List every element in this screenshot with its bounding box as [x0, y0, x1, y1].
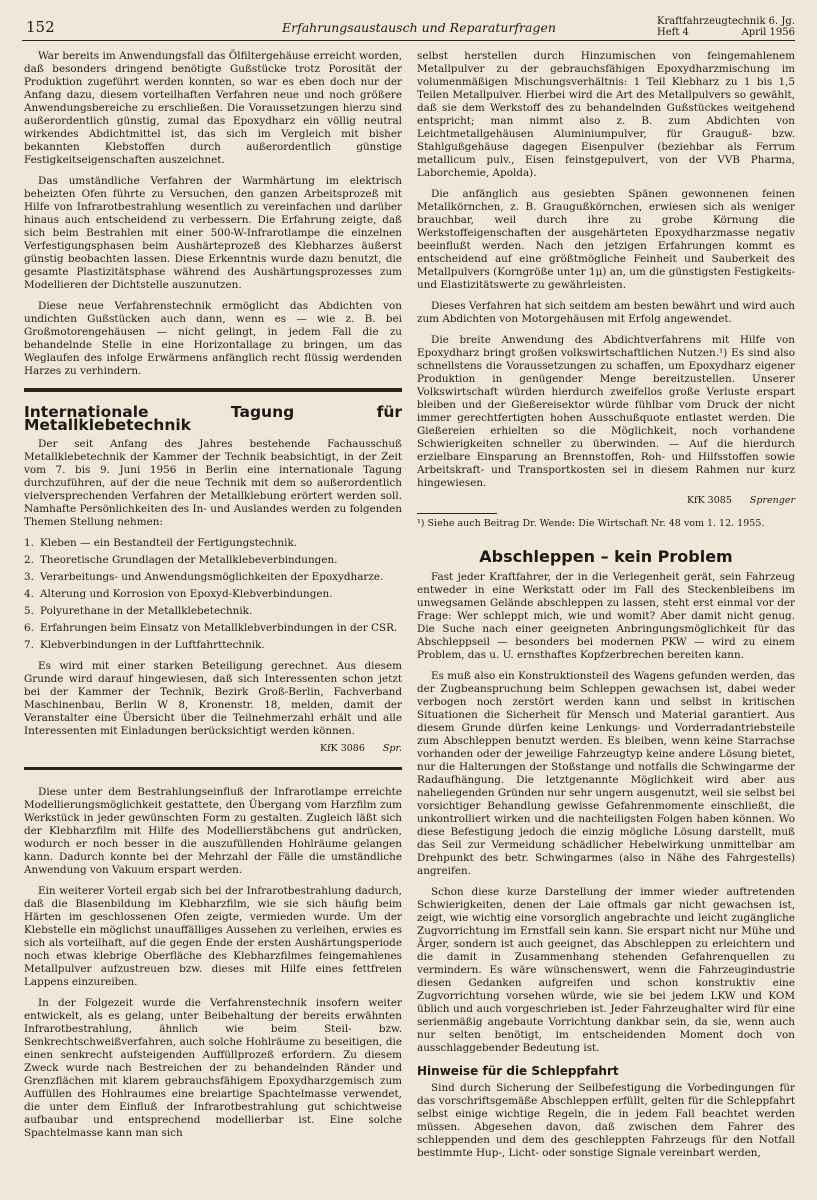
list-item: 2. Theoretische Grundlagen der Metallklebeverbindungen. [24, 554, 338, 566]
towing-subheading: Hinweise für die Schleppfahrt [417, 1064, 619, 1078]
paragraph: Ein weiterer Vorteil ergab sich bei der Infrarotbestrahlung dadurch, daß die Blasenbildung im Klebharzfilm, wie sie sich häufig beim Härten im geschlossenen Ofen zeigte, vermieden wurde. Um der Klebstelle ein möglichst unauffälliges Aussehen zu verleihen, erwies es sich als vorteilhaft, auf die gegen Ende der ersten Aushärtungsperiode noch etwas klebrige Oberfläche des Klebharzfilmes feingemahlenes Metallpulver aufzustreuen bzw. dieses mit Hilfe eines fettfreien Lappens einzureiben. [24, 885, 402, 988]
journal-name: Kraftfahrzeugtechnik 6. Jg. [656, 16, 795, 27]
towing-heading: Abschleppen – kein Problem [479, 547, 733, 566]
right-column [417, 50, 795, 1168]
paragraph: Fast jeder Kraftfahrer, der in die Verlegenheit gerät, sein Fahrzeug entweder in eine Werkstatt oder im Fall des Steckenbleibens im unwegsamen Gelände abschleppen zu lassen, steht erst einmal vor der Frage: Wer schleppt mich, wie und womit? Aber damit nicht genug. Die Suche nach einer geeigneten Anbringungsmöglichkeit für das Abschleppseil — besonders bei modernen PKW — wird zu einem Problem, das u. U. ernsthaftes Kopfzerbrechen bereiten kann. [417, 571, 795, 661]
section-divider [24, 767, 402, 770]
conference-closing: Es wird mit einer starken Beteiligung gerechnet. Aus diesem Grunde wird darauf hingewiesen, daß sich Interessenten schon jetzt bei der Kammer der Technik, Bezirk Groß-Berlin, Fachverband Maschinenbau, Berlin W 8, Kronenstr. 18, melden, damit der Veranstalter eine Übersicht über die Teilnehmerzahl erhält und alle Interessenten mit Einladungen berücksichtigt werden können. [24, 660, 402, 737]
paragraph: Diese neue Verfahrenstechnik ermöglicht das Abdichten von undichten Gußstücken auch dann, wenn es — wie z. B. bei Großmotorengehäusen — nicht gelingt, in jedem Fall die zu behandelnde Stelle in eine Horizontallage zu bringen, um das Weglaufen des infolge Erwärmens anfänglich recht flüssig werdenden Harzes zu verhindern. [24, 300, 402, 377]
topic-list [24, 537, 402, 652]
conference-intro: Der seit Anfang des Jahres bestehende Fachausschuß Metallklebetechnik der Kammer der Technik beabsichtigt, in der Zeit vom 7. bis 9. Juni 1956 in Berlin eine internationale Tagung durchzuführen, auf der die neue Technik mit dem so außerordentlich vielversprechenden Verfahren der Metallklebung erörtert werden soll. Namhafte Persönlichkeiten des In- und Auslandes werden zu folgenden Themen Stellung nehmen: [24, 438, 402, 528]
paragraph: Sind durch Sicherung der Seilbefestigung die Vorbedingungen für das vorschriftsgemäße Abschleppen erfüllt, gelten für die Schleppfahrt selbst einige wichtige Regeln, die in jedem Fall beachtet werden müssen. Abgesehen davon, daß zwischen dem Fahrer des schleppenden und dem des geschleppten Fahrzeugs für den Notfall bestimmte Hup-, Licht- oder sonstige Signale vereinbart werden, [417, 1082, 795, 1159]
paragraph: Diese unter dem Bestrahlungseinfluß der Infrarotlampe erreichte Modellierungsmöglichkeit gestattete, den Übergang vom Harzfilm zum Werkstück in jeder gewünschten Form zu gestalten. Zugleich läßt sich der Klebharzfilm mit Hilfe des Modellierstäbchens gut andrücken, wodurch er noch besser in die auszufüllenden Hohlräume gelangen kann. Dadurch konnte bei der Mehrzahl der Fälle die umständliche Anwendung von Vakuum erspart werden. [24, 786, 402, 876]
page-header [22, 0, 795, 41]
paragraph: Das umständliche Verfahren der Warmhärtung im elektrisch beheizten Ofen führte zu Versuchen, den ganzen Arbeitsprozeß mit Hilfe von Infrarotbestrahlung wesentlich zu vereinfachen und darüber hinaus auch entscheidend zu verbessern. Die Erfahrung zeigte, daß sich beim Bestrahlen mit einer 500-W-Infrarotlampe die einzelnen Verfestigungsphasen beim Aushärteprozeß des Klebharzes äußerst günstig beobachten lassen. Diese Erkenntnis wurde dazu benutzt, die gesamte Plastizitätsphase während des Aushärtungsprozesses zum Modellieren der Dichtstelle auszunutzen. [24, 175, 402, 291]
journal-date: April 1956 [741, 27, 795, 38]
list-item: 7. Klebverbindungen in der Luftfahrttechnik. [24, 639, 265, 651]
journal-issue: Heft 4 [656, 27, 689, 38]
footnote-rule [417, 513, 497, 514]
footnote: ¹) Siehe auch Beitrag Dr. Wende: Die Wirtschaft Nr. 48 vom 1. 12. 1955. [417, 518, 765, 529]
paragraph: Die breite Anwendung des Abdichtverfahrens mit Hilfe von Epoxydharz bringt großen volkswirtschaftlichen Nutzen.¹) Es sind also schnellstens die Voraussetzungen zu schaffen, um Epoxydharz eigener Produktion in genügender Menge bereitzustellen. Unserer Volkswirtschaft würden hierdurch zweifellos große Verluste erspart bleiben und der Gießereisektor würde fühlbar vom Druck der nicht immer gerechtfertigten hohen Ausschußquote entlastet werden. Die Gießereien erhielten so die Möglichkeit, noch vorhandene Schwierigkeiten schneller zu überwinden. — Auf die hierdurch erzielbare Einsparung an Brennstoffen, Roh- und Hilfsstoffen sowie Arbeitskraft- und Transportkosten sei in diesem Rahmen nur kurz hingewiesen. [417, 334, 795, 489]
left-column [24, 50, 402, 1148]
signature-code: KfK 3085 [686, 495, 732, 506]
conference-heading: Internationale Tagung für Metallklebetechnik [24, 403, 402, 434]
paragraph: Die anfänglich aus gesiebten Spänen gewonnenen feinen Metallkörnchen, z. B. Graugußkörnchen, erwiesen sich als weniger brauchbar, weil durch ihre zu grobe Körnung die Werkstoffeigenschaften der ausgehärteten Epoxydharzmasse negativ beeinflußt werden. Nach den jetzigen Erfahrungen kommt es entscheidend auf eine größtmögliche Feinheit und Sauberkeit des Metallpulvers (Korngröße unter 1μ) an, um die günstigsten Festigkeits- und Elastizitätswerte zu gewährleisten. [417, 188, 795, 291]
list-item: 5. Polyurethane in der Metallklebetechnik. [24, 605, 253, 617]
signature-name: Sprenger [749, 495, 795, 506]
list-item: 4. Alterung und Korrosion von Epoxyd-Klebverbindungen. [24, 588, 333, 600]
list-item: 3. Verarbeitungs- und Anwendungsmöglichkeiten der Epoxydharze. [24, 571, 384, 583]
paragraph: Dieses Verfahren hat sich seitdem am besten bewährt und wird auch zum Abdichten von Motorgehäusen mit Erfolg angewendet. [417, 300, 795, 325]
paragraph: Es muß also ein Konstruktionsteil des Wagens gefunden werden, das der Zugbeanspruchung beim Schleppen gewachsen ist, dabei weder verbogen noch zerstört werden kann und selbst in kritischen Situationen die Sicherheit für Mensch und Material garantiert. Aus diesem Grunde dürfen keine Lenkungs- und Vorderradantriebsteile zum Abschleppen benutzt werden. Es bleiben, wenn keine Starrachse vorhanden oder der jeweilige Fahrzeugtyp keine andere Lösung bietet, nur die Halterungen der Stoßstange und notfalls die Schwingarme der Radaufhängung. Die letztgenannte Möglichkeit wird aber aus naheliegenden Gründen nur sehr ungern ausgenutzt, weil sie selbst bei vorsichtiger Behandlung gewisse Gefahrenmomente einschließt, die unkontrolliert wirken und die nachteiligsten Folgen haben können. Wo diese Befestigung jedoch die einzig mögliche Lösung darstellt, muß das Seil zur Vermeidung schädlicher Hebelwirkung unmittelbar am Drehpunkt des betr. Schwingarmes (also in Nähe des Fahrgestells) angreifen. [417, 670, 795, 877]
signature-code: KfK 3086 [319, 743, 365, 754]
paragraph: selbst herstellen durch Hinzumischen von feingemahlenem Metallpulver zu der gebrauchsfähigen Epoxydharzmischung im volumenmäßigen Mischungsverhältnis: 1 Teil Klebharz zu 1 bis 1,5 Teilen Metallpulver. Hierbei wird die Art des Metallpulvers so gewählt, daß sie dem Werkstoff des zu behandelnden Gußstückes weitgehend entspricht; man nimmt also z. B. zum Abdichten von Leichtmetallgehäusen Aluminiumpulver, für Grauguß- bzw. Stahlgußgehäuse dagegen Eisenpulver (beziehbar als Ferrum metallicum pulv., Eisen feinstgepulvert, von der VVB Pharma, Laborchemie, Apolda). [417, 50, 795, 179]
page-number: 152 [26, 18, 55, 36]
signature [417, 494, 795, 507]
journal-info [657, 16, 795, 38]
signature-name: Spr. [382, 743, 402, 754]
section-divider [24, 388, 402, 392]
list-item: 1. Kleben — ein Bestandteil der Fertigungstechnik. [24, 537, 298, 549]
paragraph: In der Folgezeit wurde die Verfahrenstechnik insofern weiter entwickelt, als es gelang, unter Beibehaltung der bereits erwähnten Infrarotbestrahlung, ähnlich wie beim Steil- bzw. Senkrechtschweißverfahren, auch solche Hohlräume zu beseitigen, die einen senkrecht aufsteigenden Auffüllprozeß erfordern. Zu diesem Zweck wurde nach Bestreichen der zu behandelnden Ränder und Grenzflächen mit klarem gebrauchsfähigem Epoxydharzgemisch zum Auffüllen des Hohlraumes eine breiartige Spachtelmasse verwendet, die unter dem Einfluß der Infrarotbestrahlung gut schichtweise aufbaubar und entsprechend modellierbar ist. Eine solche Spachtelmasse kann man sich [24, 997, 402, 1139]
paragraph: War bereits im Anwendungsfall das Ölfiltergehäuse erreicht worden, daß besonders dringend benötigte Gußstücke trotz Porosität der Produktion zugeführt werden konnten, so war es eben doch nur der Anfang dazu, diesem vorteilhaften Verfahren neue und noch größere Anwendungsbereiche zu erschließen. Die Voraussetzungen hierzu sind außerordentlich günstig, zumal das Epoxydharz ein völlig neutral wirkendes Abdichtmittel ist, das sich im Vergleich mit bisher bekannten Klebstoffen durch außerordentlich günstige Festigkeitseigenschaften auszeichnet. [24, 50, 402, 166]
paragraph: Schon diese kurze Darstellung der immer wieder auftretenden Schwierigkeiten, denen der Laie oftmals gar nicht gewachsen ist, zeigt, wie wichtig eine vorsorglich angebrachte und leicht zugängliche Zugvorrichtung im Ernstfall sein kann. Sie erspart nicht nur Mühe und Ärger, sondern ist auch geeignet, das Abschleppen zu erleichtern und die damit in Zusammenhang stehenden Gefahrenquellen zu vermindern. Es wäre wünschenswert, wenn die Fahrzeugindustrie diesen Gedanken aufgreifen und schon konstruktiv eine Zugvorrichtung vorsehen würde, wie sie bei jedem LKW und KOM üblich und auch vorgeschrieben ist. Jeder Fahrzeughalter wird für eine serienmäßig angebaute Vorrichtung dankbar sein, da sie, wenn auch nur selten benötigt, im entscheidenden Moment doch von ausschlaggebender Bedeutung ist. [417, 886, 795, 1054]
list-item: 6. Erfahrungen beim Einsatz von Metallklebverbindungen in der CSR. [24, 622, 398, 634]
signature [24, 742, 402, 755]
section-title: Erfahrungsaustausch und Reparaturfragen [282, 20, 556, 35]
